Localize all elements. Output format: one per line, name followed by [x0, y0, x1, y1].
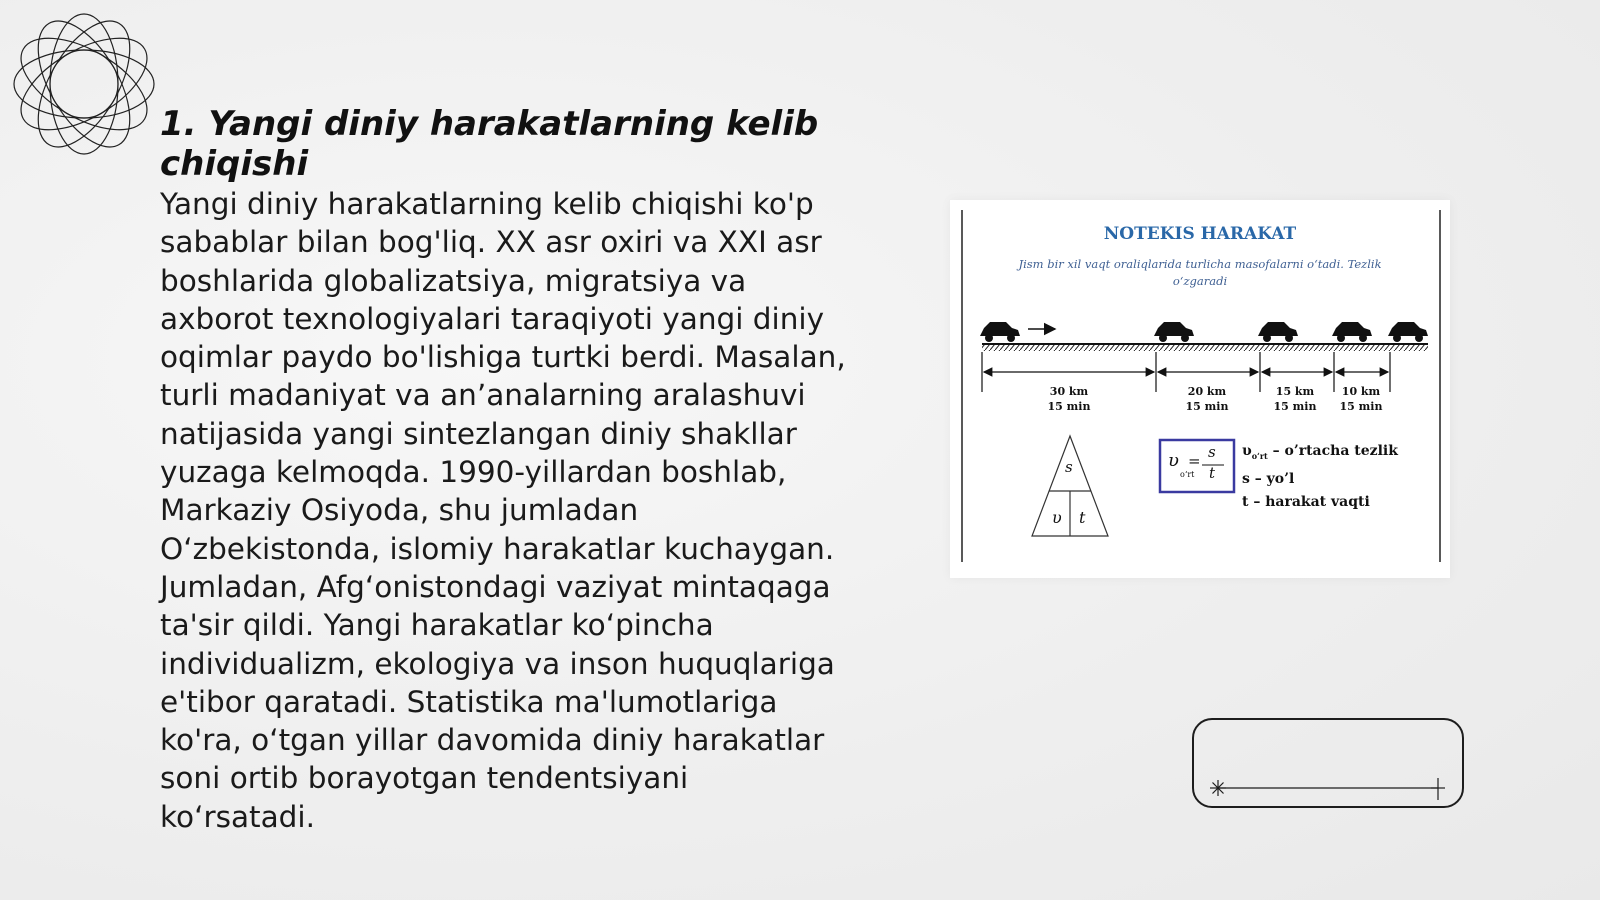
sparkle-icon — [1210, 780, 1226, 796]
legend-item: s – yo’l — [1242, 470, 1295, 487]
slide-body-text: Yangi diniy harakatlarning kelib chiqishi ko'p sabablar bilan bog'liq. XX asr oxiri va XXI asr boshlarida globalizatsiya, migratsiya va axborot texnologiyalari taraqiyoti yangi diniy oqimlar paydo bo'lishiga turtki berdi. Masalan, turli madaniyat va an’analarning aralashuvi natijasida yangi sintezlangan diniy shakllar yuzaga kelmoqda. 1990-yillardan boshlab, Markaziy Osiyoda, shu jumladan O‘zbekistonda, islomiy harakatlar kuchaygan. Jumladan, Afg‘onistondagi vaziyat mintaqaga ta'sir qildi. Yangi harakatlar ko‘pincha individualizm, ekologiya va inson huquqlariga e'tibor qaratadi. Statistika ma'lumotlariga ko'ra, o‘tgan yillar davomida diniy harakatlar soni ortib borayotgan tendentsiyani ko‘rsatadi. — [160, 187, 846, 834]
slide-title: 1. Yangi diniy harakatlarning kelib chiqishi — [160, 104, 819, 184]
formula-numerator: s — [1208, 443, 1216, 461]
triangle-left-letter: υ — [1052, 508, 1062, 527]
formula-velocity: υ — [1168, 450, 1179, 471]
segment-label: 30 km 15 min — [1047, 385, 1091, 413]
car-icon — [980, 322, 1020, 342]
motion-diagram — [950, 200, 1450, 578]
cross-star-icon — [1431, 778, 1445, 800]
formula-triangle — [1032, 436, 1108, 536]
car-icon — [1154, 322, 1194, 342]
triangle-right-letter: t — [1079, 508, 1086, 527]
figure-legend — [1242, 440, 1398, 514]
figure-subtitle: Jism bir xil vaqt oraliqlarida turlicha masofalarni o‘tadi. Tezlik o‘zgaradi — [1018, 257, 1382, 288]
formula-velocity-subscript: o‘rt — [1180, 470, 1195, 479]
car-icon — [1332, 322, 1372, 342]
circular-ornament-icon — [8, 8, 160, 160]
formula-denominator: t — [1209, 464, 1216, 482]
decorative-rounded-box — [1192, 718, 1464, 808]
car-icon — [1388, 322, 1428, 342]
segment-label: 15 km 15 min — [1273, 385, 1317, 413]
triangle-top-letter: s — [1065, 458, 1073, 476]
formula-equals: = — [1188, 452, 1201, 470]
figure-title: NOTEKIS HARAKAT — [1103, 224, 1297, 244]
car-icon — [1258, 322, 1298, 342]
segment-label: 20 km 15 min — [1185, 385, 1229, 413]
legend-item: $\upsilon_{o‘rt}$ – o’rtacha tezlik — [1242, 443, 1398, 461]
legend-item: t – harakat vaqti — [1242, 493, 1370, 510]
segment-label: 10 km 15 min — [1339, 385, 1383, 413]
road — [982, 344, 1428, 351]
